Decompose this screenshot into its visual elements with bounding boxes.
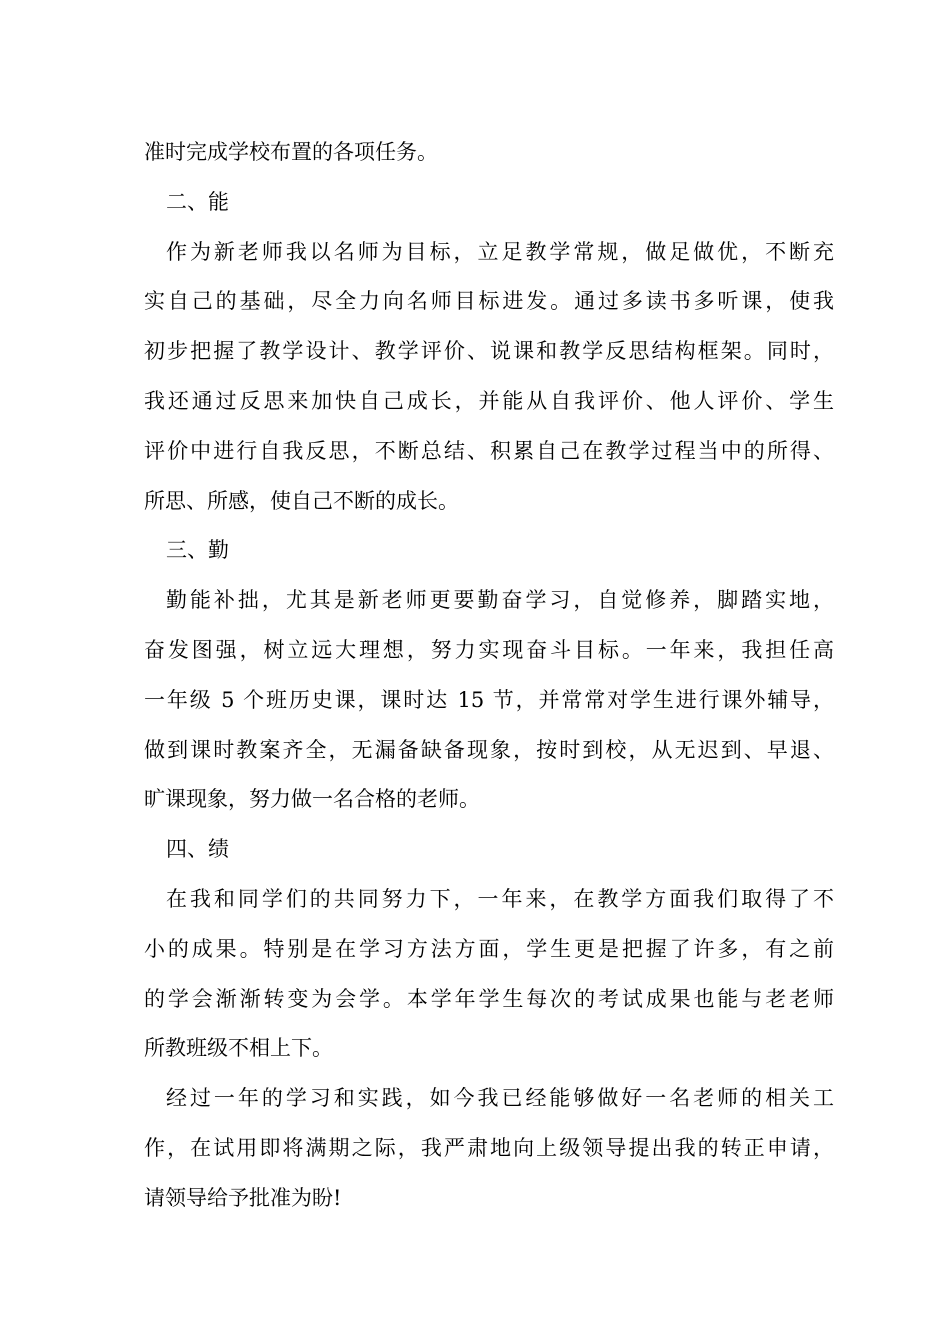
paragraph-line: 一年级 5 个班历史课，课时达 15 节，并常常对学生进行课外辅导， — [144, 687, 834, 712]
paragraph-line: 经过一年的学习和实践，如今我已经能够做好一名老师的相关工 — [166, 1086, 834, 1111]
section-heading-neng: 二、能 — [166, 189, 229, 214]
document-body — [144, 128, 834, 1224]
paragraph-line: 评价中进行自我反思，不断总结、积累自己在教学过程当中的所得、 — [144, 438, 834, 463]
paragraph-line: 奋发图强，树立远大理想，努力实现奋斗目标。一年来，我担任高 — [144, 637, 834, 662]
paragraph-line: 旷课现象，努力做一名合格的老师。 — [144, 787, 480, 812]
paragraph-line: 准时完成学校布置的各项任务。 — [144, 140, 438, 164]
paragraph-line: 作，在试用即将满期之际，我严肃地向上级领导提出我的转正申请， — [144, 1135, 834, 1160]
paragraph-line: 所思、所感，使自己不断的成长。 — [144, 488, 459, 513]
paragraph-line: 小的成果。特别是在学习方法方面，学生更是把握了许多，有之前 — [144, 936, 834, 961]
paragraph-line: 勤能补拙，尤其是新老师更要勤奋学习，自觉修养，脚踏实地， — [166, 588, 834, 613]
section-heading-qin: 三、勤 — [166, 538, 229, 563]
section-heading-ji: 四、绩 — [166, 837, 229, 862]
paragraph-line: 所教班级不相上下。 — [144, 1036, 333, 1061]
paragraph-line: 作为新老师我以名师为目标，立足教学常规，做足做优，不断充 — [166, 239, 834, 264]
paragraph-line: 在我和同学们的共同努力下，一年来，在教学方面我们取得了不 — [166, 886, 834, 911]
paragraph-line: 的学会渐渐转变为会学。本学年学生每次的考试成果也能与老老师 — [144, 986, 834, 1011]
paragraph-line: 做到课时教案齐全，无漏备缺备现象，按时到校，从无迟到、早退、 — [144, 737, 834, 762]
paragraph-line: 初步把握了教学设计、教学评价、说课和教学反思结构框架。同时， — [144, 339, 834, 364]
paragraph-line: 实自己的基础，尽全力向名师目标进发。通过多读书多听课，使我 — [144, 289, 834, 314]
paragraph-line: 请领导给予批准为盼! — [144, 1185, 342, 1210]
paragraph-line: 我还通过反思来加快自己成长，并能从自我评价、他人评价、学生 — [144, 388, 834, 413]
